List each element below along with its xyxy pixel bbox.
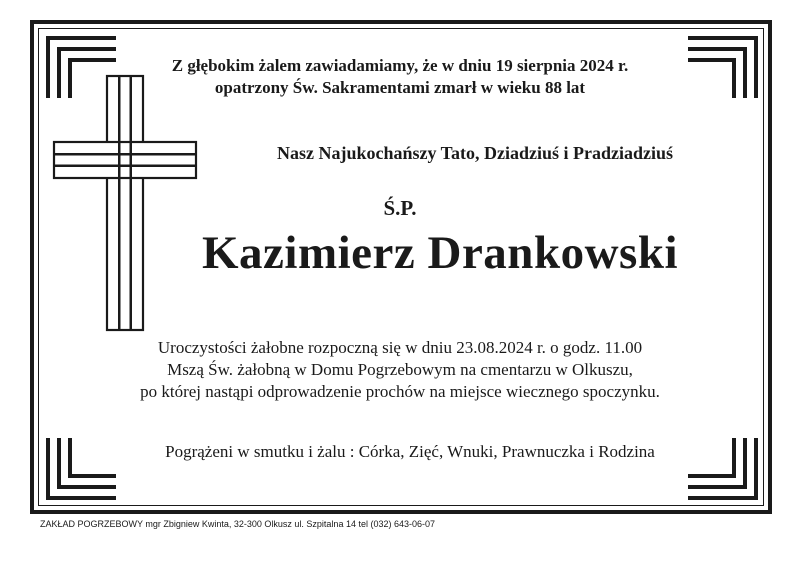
ceremony-line-1: Uroczystości żałobne rozpoczną się w dniu 23.08.2024 r. o godz. 11.00 <box>157 338 643 357</box>
prefix: Ś.P. <box>383 196 417 220</box>
mourners: Pogrążeni w smutku i żalu : Córka, Zięć, Wnuki, Prawnuczka i Rodzina <box>165 442 655 461</box>
dedication: Nasz Najukochańszy Tato, Dziadziuś i Pradziadziuś <box>276 143 674 163</box>
deceased-name: Kazimierz Drankowski <box>201 227 679 279</box>
announcement-line-2: opatrzony Św. Sakramentami zmarł w wieku 88 lat <box>214 78 586 97</box>
ceremony-line-3: po której nastąpi odprowadzenie prochów na miejsce wiecznego spoczynku. <box>140 382 660 401</box>
ceremony-line-2: Mszą Św. żałobną w Domu Pogrzebowym na cmentarzu w Olkuszu, <box>167 360 633 379</box>
cross-icon <box>50 72 200 334</box>
ceremony-info <box>90 337 710 403</box>
announcement-line-1: Z głębokim żalem zawiadamiamy, że w dniu 19 sierpnia 2024 r. <box>171 56 629 75</box>
announcement <box>100 55 700 99</box>
funeral-home-footer: ZAKŁAD POGRZEBOWY mgr Zbigniew Kwinta, 32-300 Olkusz ul. Szpitalna 14 tel (032) 643-06-07 <box>40 519 436 529</box>
